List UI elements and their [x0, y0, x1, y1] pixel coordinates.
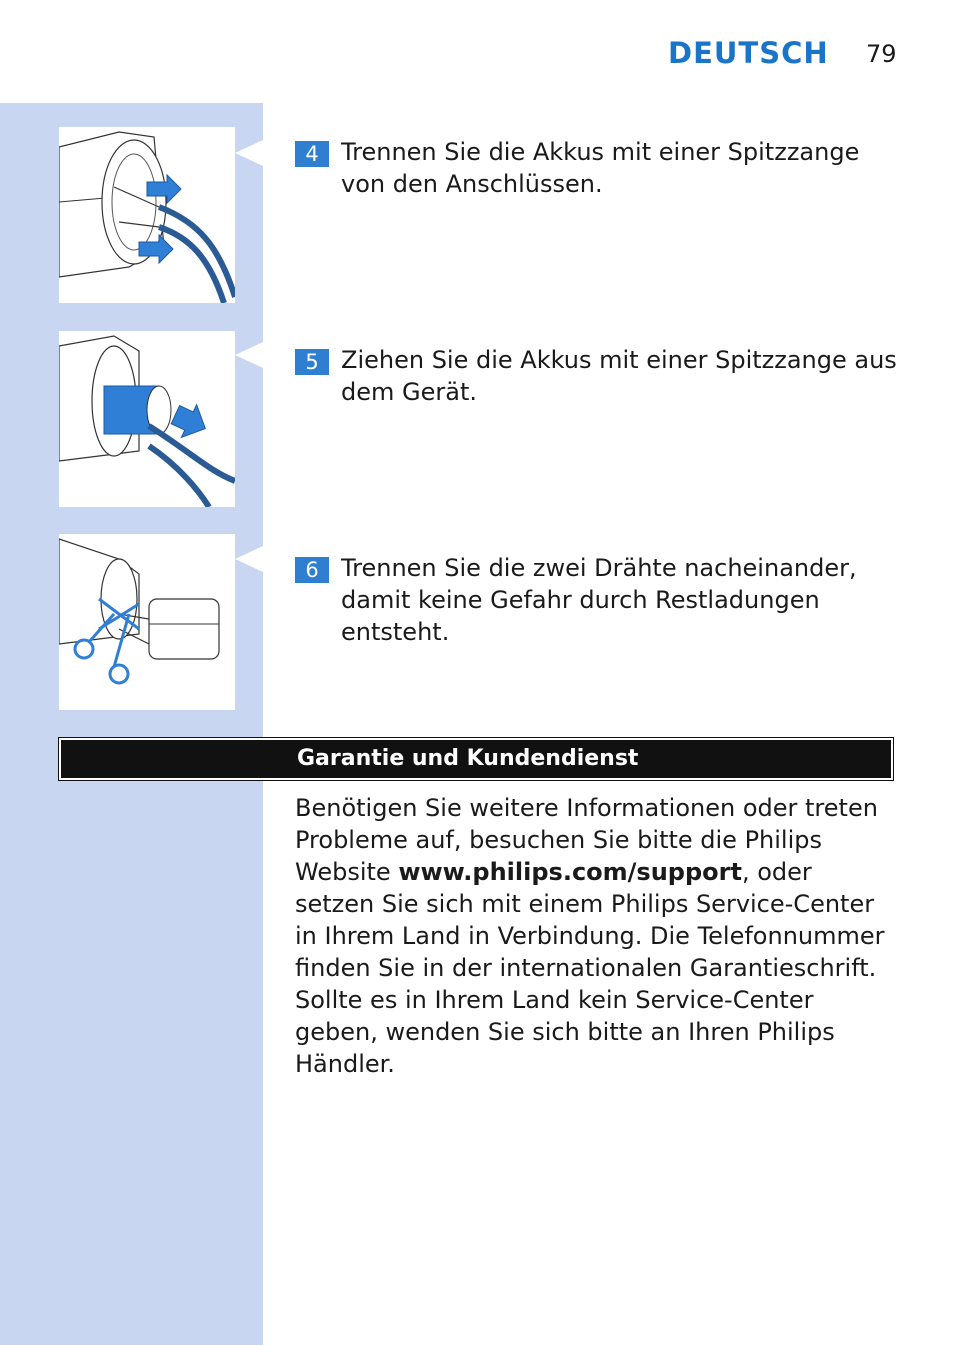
step-text: Ziehen Sie die Akkus mit einer Spitzzange aus dem Gerät.	[341, 346, 897, 406]
pliers-disconnect-icon	[59, 127, 235, 303]
figure-pointer	[235, 342, 263, 368]
figure-step-4	[59, 127, 235, 303]
paragraph-text-after: , oder setzen Sie sich mit einem Philips Service-Center in Ihrem Land in Verbindung. Die Telefonnummer finden Sie in der internationalen Garantieschrift. Sollte es in Ihrem Land kein Service-Center geben, wenden Sie sich bitte an Ihren Philips Händler.	[295, 858, 885, 1078]
step-text: Trennen Sie die Akkus mit einer Spitzzange von den Anschlüssen.	[341, 138, 860, 198]
step-text: Trennen Sie die zwei Drähte nacheinander, damit keine Gefahr durch Restladungen entsteht.	[341, 554, 857, 646]
section-title: Garantie und Kundendienst	[297, 746, 639, 771]
warranty-paragraph	[295, 792, 891, 1080]
paragraph-text-before: Benötigen Sie weitere Informationen oder treten Probleme auf, besuchen Sie bitte die Philips Website	[295, 794, 878, 886]
step-number-badge: 4	[295, 141, 329, 167]
figure-pointer	[235, 140, 263, 166]
step-number-badge: 5	[295, 349, 329, 375]
support-link[interactable]: www.philips.com/support	[398, 858, 742, 886]
figure-pointer	[235, 546, 263, 572]
scissors-cut-wires-icon	[59, 534, 235, 710]
pliers-pull-battery-icon	[59, 331, 235, 507]
page-number: 79	[866, 40, 897, 68]
figure-step-6	[59, 534, 235, 710]
step-number-badge: 6	[295, 557, 329, 583]
section-heading-bar	[59, 738, 893, 780]
figure-step-5	[59, 331, 235, 507]
language-heading: DEUTSCH	[668, 36, 829, 70]
